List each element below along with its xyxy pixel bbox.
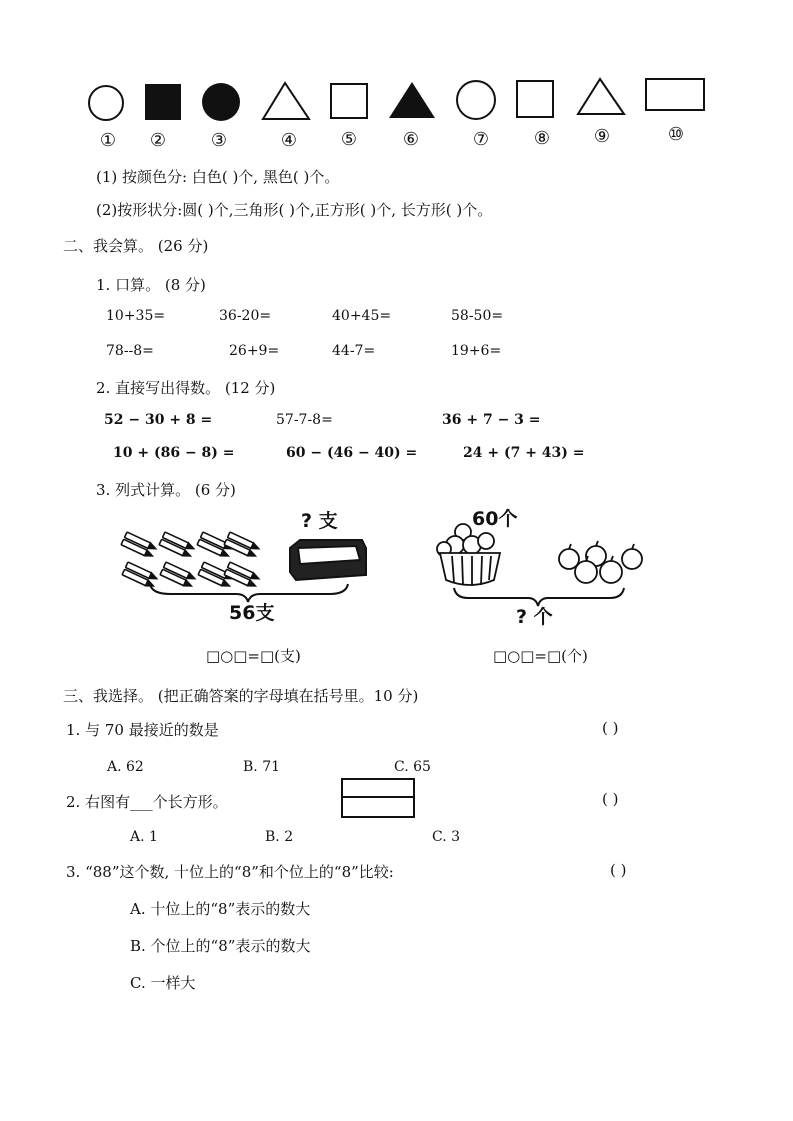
pencils-question: ? 支 [301,510,338,532]
section2-sub2-title: 2. 直接写出得数。 (12 分) [96,379,276,397]
s3-q1-option-a: A. 62 [107,759,144,775]
apples-formula: □○□=□(个) [493,647,588,665]
apple-basket-icon [437,524,500,586]
s3-q2-text: 2. 右图有___个长方形。 [66,793,228,811]
shape-number-1: ① [99,130,117,151]
shape-number-8: ⑧ [533,128,551,149]
direct-calc-2: 57-7-8= [276,412,333,428]
direct-calc-1: 52 − 30 + 8 = [104,412,213,428]
s3-q2-option-c: C. 3 [432,829,461,845]
shape-number-5: ⑤ [340,129,358,150]
direct-calc-4: 10 + (86 − 8) = [113,445,235,461]
s3-q2-option-b: B. 2 [265,829,294,845]
oral-calc-1: 10+35= [106,308,166,324]
direct-calc-6: 24 + (7 + 43) = [463,445,585,461]
shape-number-9: ⑨ [593,126,611,147]
oral-calc-2: 36-20= [219,308,272,324]
apples-icon [559,541,642,583]
section2-sub1-title: 1. 口算。 (8 分) [96,276,206,294]
s3-q3-answer-paren: ( ) [610,861,627,879]
section2-sub3-title: 3. 列式计算。 (6 分) [96,481,236,499]
section2-title: 二、我会算。 (26 分) [63,237,209,255]
q1-shape-line: (2)按形状分:圆( )个,三角形( )个,正方形( )个, 长方形( )个。 [96,201,493,219]
s3-q3-text: 3. “88”这个数, 十位上的“8”和个位上的“8”比较: [66,863,394,881]
s3-q1-option-c: C. 65 [394,759,431,775]
apples-question: ? 个 [516,606,553,628]
oral-calc-3: 40+45= [332,308,392,324]
oral-calc-6: 26+9= [229,343,280,359]
pencils-total: 56支 [229,602,275,624]
s3-q1-option-b: B. 71 [243,759,281,775]
pencils-formula: □○□=□(支) [206,647,301,665]
shape-number-2: ② [149,130,167,151]
oral-calc-5: 78--8= [106,343,154,359]
shape-number-6: ⑥ [402,129,420,150]
shape-number-4: ④ [280,130,298,151]
s3-q3-option-b: B. 个位上的“8”表示的数大 [130,937,311,955]
shape-number-10: ⑩ [667,124,685,145]
direct-calc-3: 36 + 7 − 3 = [442,412,541,428]
s3-q2-answer-paren: ( ) [602,790,619,808]
oral-calc-4: 58-50= [451,308,504,324]
direct-calc-5: 60 − (46 − 40) = [286,445,418,461]
pencil-box-icon [290,540,366,580]
section3-title: 三、我选择。 (把正确答案的字母填在括号里。10 分) [63,687,419,705]
q1-color-line: (1) 按颜色分: 白色( )个, 黑色( )个。 [96,168,340,186]
s3-q3-option-c: C. 一样大 [130,974,196,992]
shape-number-7: ⑦ [472,129,490,150]
apples-given: 60个 [472,508,518,530]
s3-q3-option-a: A. 十位上的“8”表示的数大 [130,900,311,918]
shape-number-3: ③ [210,130,228,151]
s3-q1-answer-paren: ( ) [602,719,619,737]
two-rectangles-figure [342,779,414,817]
s3-q2-option-a: A. 1 [130,829,158,845]
s3-q1-text: 1. 与 70 最接近的数是 [66,721,219,739]
oral-calc-7: 44-7= [332,343,376,359]
oral-calc-8: 19+6= [451,343,502,359]
